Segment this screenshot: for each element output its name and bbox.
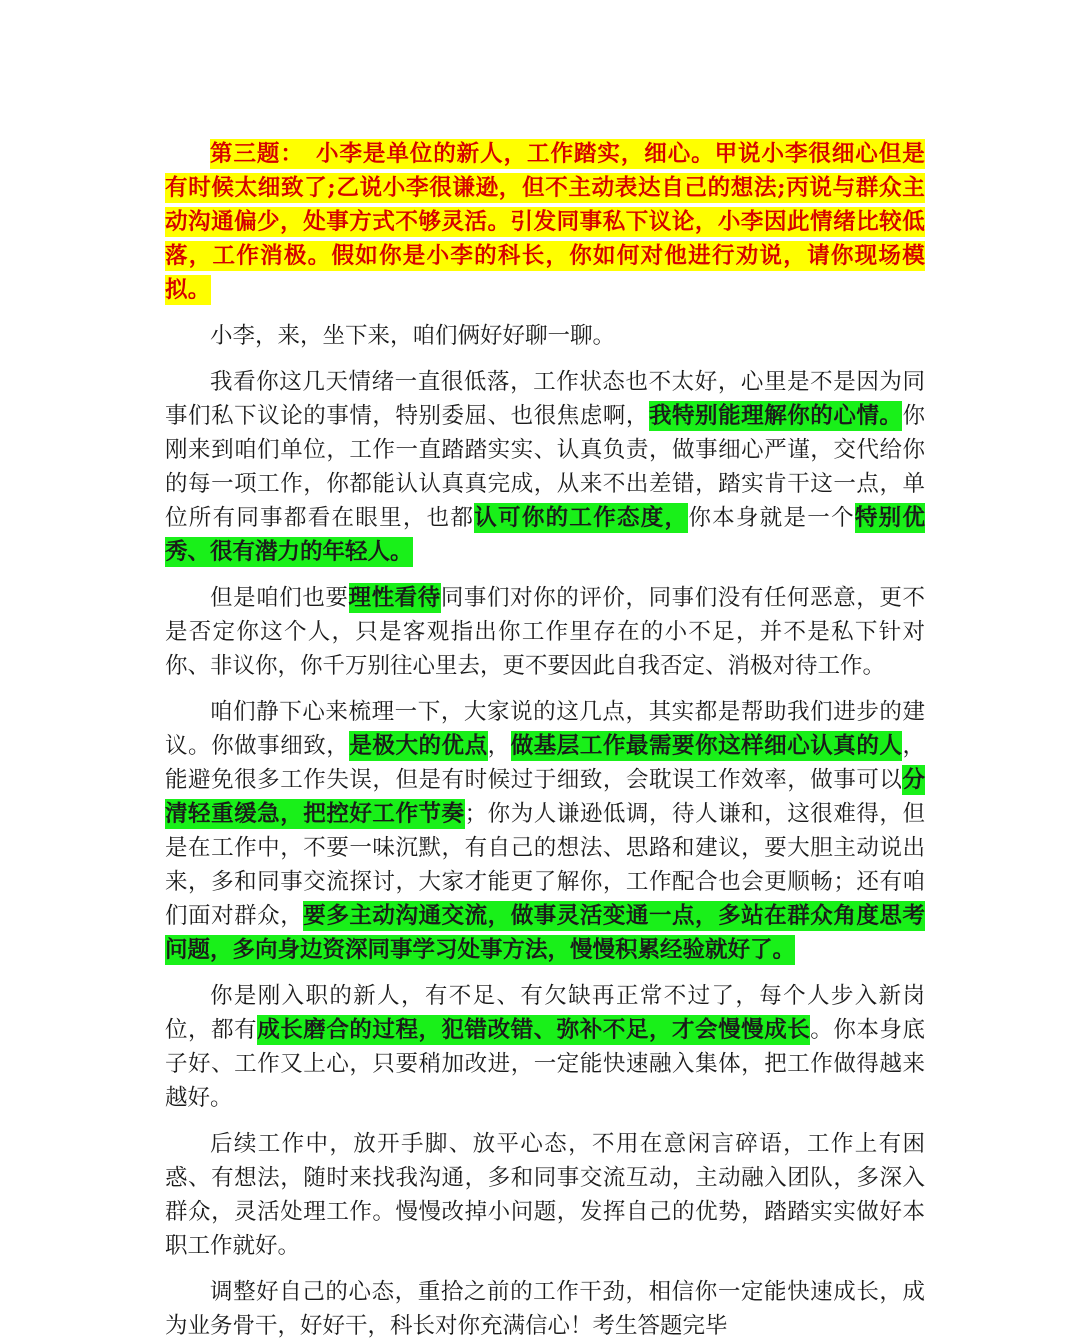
text-span: 你是刚入职的新人，有不足、有欠缺再正常不过了，每个人步入新岗位，都有	[165, 983, 925, 1043]
paragraph-5	[165, 979, 925, 1115]
text-span: ，	[487, 733, 511, 759]
highlight-span: 认可你的工作态度，	[474, 505, 689, 531]
paragraph-1: 小李，来，坐下来，咱们俩好好聊一聊。	[210, 323, 616, 349]
highlight-span: 特别优秀、很有潜力的年轻人。	[165, 505, 925, 565]
highlight-span: 要多主动沟通交流，做事灵活变通一点，多站在群众角度思考问题，多向身边资深同事学习处事方法，慢慢积累经验就好了。	[165, 903, 925, 963]
highlight-span: 我特别能理解你的心情。	[648, 403, 903, 429]
text-span: ，能避免很多工作失误，但是有时候过于细致，会耽误工作效率，做事可以	[165, 733, 925, 793]
highlight-span: 是极大的优点	[349, 733, 488, 759]
text-span: 你本身就是一个	[688, 505, 855, 531]
text-span: 同事们对你的评价，同事们没有任何恶意，更不是否定你这个人，只是客观指出你工作里存在的小不足，并不是私下针对你、非议你，你千万别往心里去，更不要因此自我否定、消极对待工作。	[165, 585, 925, 679]
text-span: 咱们静下心来梳理一下，大家说的这几点，其实都是帮助我们进步的建议。你做事细致，	[165, 699, 925, 759]
highlight-span: 做基层工作最需要你这样细心认真的人	[510, 733, 903, 759]
document-body	[165, 137, 925, 1343]
text-span: 你刚来到咱们单位，工作一直踏踏实实、认真负责，做事细心严谨，交代给你的每一项工作，你都能认认真真完成，从来不出差错，踏实肯干这一点，单位所有同事都看在眼里，也都	[165, 403, 925, 531]
highlight-span: 理性看待	[348, 585, 441, 611]
paragraph-3	[165, 581, 925, 683]
paragraph-7: 调整好自己的心态，重拾之前的工作干劲，相信你一定能快速成长，成为业务骨干，好好干，科长对你充满信心！考生答题完毕	[165, 1279, 925, 1339]
question-paragraph	[165, 137, 925, 307]
highlight-span: 分清轻重缓急，把控好工作节奏	[165, 767, 925, 827]
paragraph-2	[165, 365, 925, 569]
text-span: 但是咱们也要	[210, 585, 349, 611]
highlight-span: 成长磨合的过程，犯错改错、弥补不足，才会慢慢成长	[257, 1017, 811, 1043]
paragraph-6: 后续工作中，放开手脚、放平心态，不用在意闲言碎语，工作上有困惑、有想法，随时来找我沟通，多和同事交流互动，主动融入团队，多深入群众，灵活处理工作。慢慢改掉小问题，发挥自己的优势，踏踏实实做好本职工作就好。	[165, 1131, 925, 1259]
text-span: ；你为人谦逊低调，待人谦和，这很难得，但是在工作中，不要一味沉默，有自己的想法、思路和建议，要大胆主动说出来，多和同事交流探讨，大家才能更了解你，工作配合也会更顺畅；还有咱们面对群众，	[165, 801, 925, 929]
text-span: 我看你这几天情绪一直很低落，工作状态也不太好，心里是不是因为同事们私下议论的事情，特别委屈、也很焦虑啊，	[165, 369, 925, 429]
paragraph-4	[165, 695, 925, 967]
text-span: 。你本身底子好、工作又上心，只要稍加改进，一定能快速融入集体，把工作做得越来越好。	[165, 1017, 925, 1111]
question-text: 第三题： 小李是单位的新人，工作踏实，细心。甲说小李很细心但是有时候太细致了;乙说小李很谦逊，但不主动表达自己的想法;丙说与群众主动沟通偏少，处事方式不够灵活。引发同事私下议论，小李因此情绪比较低落，工作消极。假如你是小李的科长，你如何对他进行劝说，请你现场模拟。	[165, 141, 925, 303]
